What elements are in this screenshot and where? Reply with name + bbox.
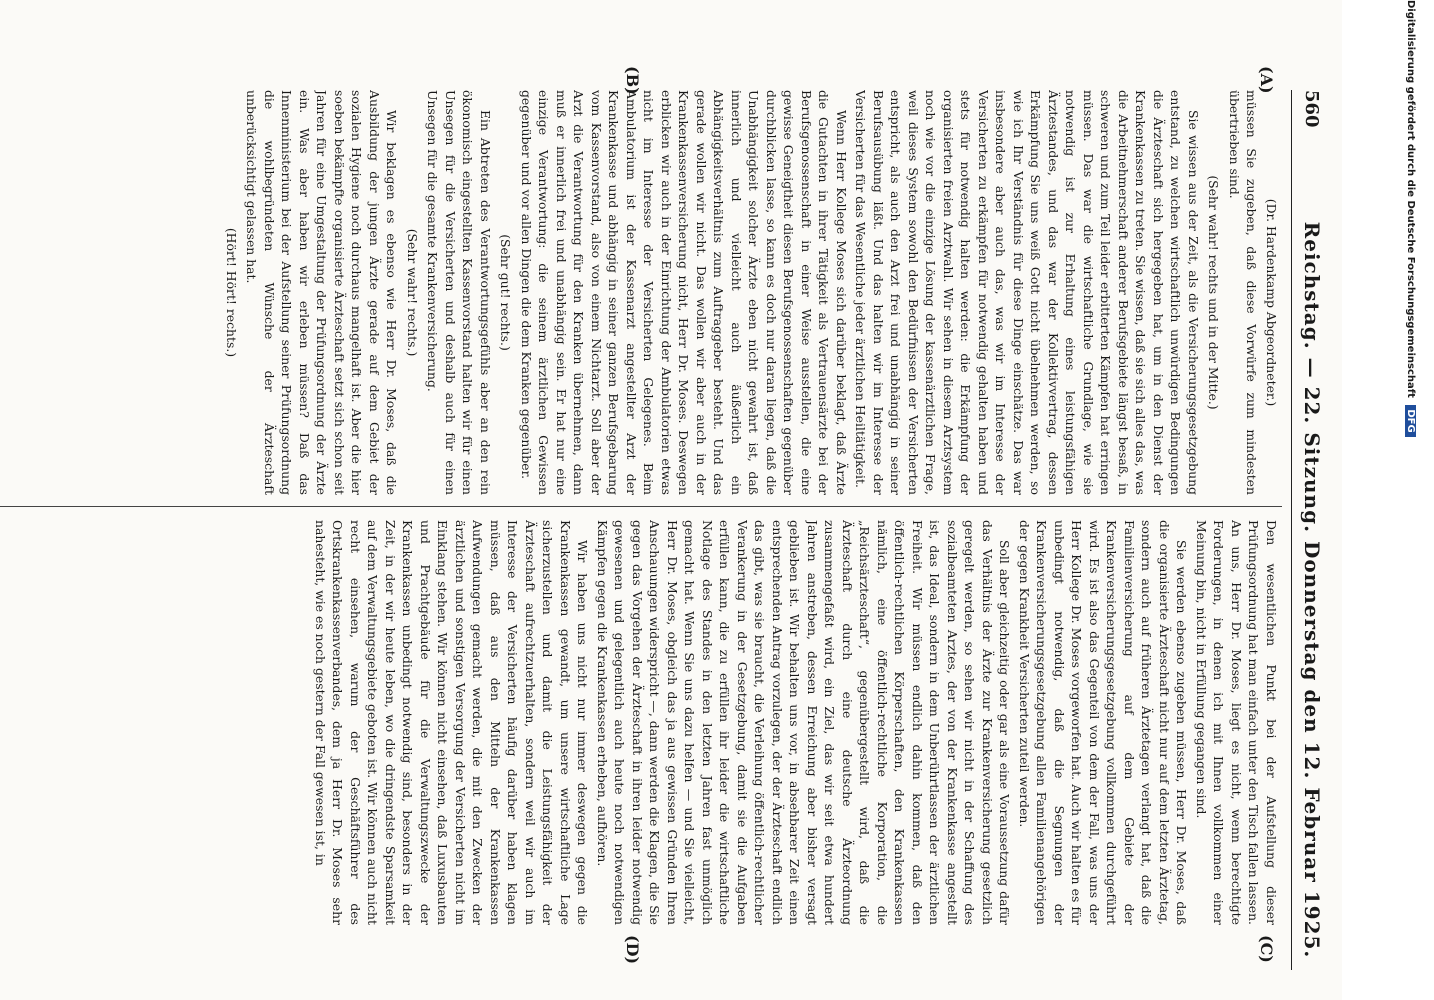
paragraph: müssen Sie zugeben, daß diese Vorwürfe zum mindesten übertrieben sind. xyxy=(1227,90,1260,495)
interjection: (Sehr wahr! rechts.) xyxy=(405,228,420,357)
left-column xyxy=(0,90,1280,495)
paragraph: Wir beklagen es ebenso wie Herr Dr. Moses, daß die Ausbildung der jungen Ärzte gerade auf dem Gebiet der sozialen Hygiene noch durchaus mangelhaft ist. Aber die hier soeben bekämpfte organisierte Ärzteschaft setzt sich schon seit Jahren für eine Umgestaltung der Prüfungsordnung der Ärzte ein. Was aber haben wir erleben müssen? Daß das Innenministerium bei der Aufstellung seiner Prüfungsordnung die wohlbegründeten Wünsche der Ärzteschaft unberücksichtigt gelassen hat. xyxy=(244,90,400,495)
margin-marker-a: (A) xyxy=(1257,66,1276,94)
paragraph: Sie werden ebenso zugeben müssen, Herr Dr. Moses, daß die organisierte Ärzteschaft nicht nur auf dem letzten Ärztetag, sondern auch auf früheren Ärztetagen verlangt hat, daß die Familienversicherung auf dem Gebiete der Krankenversicherungsgesetzgebung vollkommen durchgeführt wird. Es ist also das Gegenteil von dem der Fall, was uns der Herr Kollege Dr. Moses vorgeworfen hat. Auch wir halten es für unbedingt notwendig, daß die Segnungen der Krankenversicherungsgesetzgebung allen Familienangehörigen der gegen Krankheit Versicherten zuteil werden. xyxy=(1017,520,1190,925)
margin-marker-b: (B) xyxy=(623,66,642,95)
right-column xyxy=(0,520,1280,925)
credit-text: Digitalisierung gefördert durch die Deutsche Forschungsgemeinschaft xyxy=(1405,0,1416,398)
paragraph: Ein Abtreten des Verantwortungsgefühls aber an den rein ökonomisch eingestellten Kassenvorstand halten wir für einen Unsegen für die Versicherten und deshalb auch für einen Unsegen für die gesamte Krankenversicherung. xyxy=(425,90,493,495)
paragraph: Sie wissen aus der Zeit, als die Versicherungsgesetzgebung entstand, zu welchen wirtschaftlich unwürdigen Bedingungen die Ärzteschaft sich hergegeben hat, um in den Dienst der Krankenkassen zu treten. Sie wissen, daß sie sich alles das, was die Arbeitnehmerschaft anderer Berufsgebiete längst besaß, in schweren und zum Teil leider erbitterten Kämpfen hat erringen müssen. Das war die wirtschaftliche Grundlage, wie sie notwendig ist zur Erhaltung eines leistungsfähigen Ärztestandes, und das war der Kollektivvertrag, dessen Erkämpfung Sie uns weiß Gott nicht übelnehmen werden, so wie ich Ihr Verständnis für diese Dinge einschätze. Das war insbesondere aber auch das, was wir im Interesse der Versicherten zu erkämpfen für notwendig gehalten haben und stets für notwendig halten werden: die Erkämpfung der organisierten freien Arztwahl. Wir sehen in diesem Arztsystem noch wie vor die einzige Lösung der kassenärztlichen Frage, weil dieses System sowohl den Bedürfnissen der Versicherten entspricht, als auch den Arzt frei und unabhängig in seiner Berufsausübung läßt. Und das halten wir im Interesse der Versicherten für das Wesentliche jeder ärztlichen Heiltätigkeit. xyxy=(853,90,1201,495)
paragraph: Wenn Herr Kollege Moses sich darüber beklagt, daß Ärzte die Gutachten in ihrer Tätigkeit als Vertrauensärzte bei der Berufsgenossenschaft in einer Weise ausstellen, die eine gewisse Geneigtheit diesen Berufsgenossenschaften gegenüber durchblicken lasse, so kann es doch nur daran liegen, daß die Unabhängigkeit solcher Ärzte eben nicht gewahrt ist, daß innerlich und vielleicht auch äußerlich ein Abhängigkeitsverhältnis zum Auftraggeber besteht. Und das gerade wollen wir nicht. Das wollen wir aber auch in der Krankenkassenversicherung nicht, Herr Dr. Moses. Deswegen erblicken wir auch in der Einrichtung der Ambulatorien etwas nicht im Interesse der Versicherten Gelegenes. Beim Ambulatorium ist der Kassenarzt angestellter Arzt der Krankenkasse und abhängig in seiner ganzen Berufsgebarung vom Kassenvorstand, also von einem Nichtarzt. Soll aber der Arzt die Verantwortung für den Kranken übernehmen, dann muß er innerlich frei und unabhängig sein. Er hat nur eine einzige Verantwortung: die seinem ärztlichen Gewissen gegenüber und vor allen Dingen die dem Kranken gegenüber. xyxy=(519,90,849,495)
paragraph: Den wesentlichen Punkt bei der Aufstellung dieser Prüfungsordnung hat man einfach unter den Tisch fallen lassen. An uns, Herr Dr. Moses, liegt es nicht, wenn berechtigte Forderungen, in denen ich mit Ihnen vollkommen einer Meinung bin, nicht in Erfüllung gegangen sind. xyxy=(1194,520,1279,925)
right-column-text xyxy=(312,520,1281,925)
digitization-credit xyxy=(1405,0,1416,1000)
column-divider xyxy=(0,506,1282,507)
page-header xyxy=(1291,90,1326,970)
speaker-full: (Dr. Hardenkamp Abgeordneter.) xyxy=(1264,198,1279,407)
running-title: Reichstag. — 22. Sitzung. Donnerstag den 12. Februar 1925. xyxy=(1300,221,1324,959)
speaker-line xyxy=(1263,90,1281,495)
page-number: 560 xyxy=(1301,90,1322,128)
paragraph: Soll aber gleichzeitig oder gar als eine Voraussetzung dafür das Verhältnis der Ärzte zur Krankenversicherung gesetzlich geregelt werden, so sehen wir nicht in der Schaffung des sozialbeamteten Arztes, der von der Krankenkasse angestellt ist, das Ideal, sondern in dem Unberührtlassen der ärztlichen Freiheit. Wir müssen endlich dahin kommen, daß den öffentlich-rechtlichen Körperschaften, den Krankenkassen nämlich, eine öffentlich-rechtliche Korporation, die „Reichsärzteschaft“, gegenübergestellt wird, daß die Ärzteschaft durch eine deutsche Ärzteordnung zusammengefaßt wird, ein Ziel, das wir seit etwa hundert Jahren anstreben, dessen Erreichung aber bisher versagt geblieben ist. Wir behalten uns vor, in absehbarer Zeit einen entsprechenden Antrag vorzulegen, der der Ärzteschaft endlich das gibt, was sie braucht, die Verleihung öffentlich-rechtlicher Verankerung in der Gesetzgebung, damit sie die Aufgaben erfüllen kann, die zu erfüllen ihr leider die wirtschaftliche Notlage des Standes in den letzten Jahren fast unmöglich gemacht hat. Wenn Sie uns dazu helfen — und Sie vielleicht, Herr Dr. Moses, obgleich das ja aus gewissen Gründen Ihren Anschauungen widerspricht —, dann werden die Klagen, die Sie gegen das Vorgehen der Ärzteschaft in ihren leider notwendig gewesenen und gelegentlich auch heute noch notwendigen Kämpfen gegen die Krankenkassen erheben, aufhören. xyxy=(595,520,1013,925)
margin-marker-d: (D) xyxy=(623,935,642,965)
paragraph: Wir haben uns nicht nur immer deswegen gegen die Krankenkassen gewandt, um unsere wirtschaftliche Lage sicherzustellen und damit die Leistungsfähigkeit der Ärzteschaft aufrechtzuerhalten, sondern weil wir auch im Interesse der Versicherten häufig darüber haben klagen müssen, daß aus den Mitteln der Krankenkassen Aufwendungen gemacht werden, die mit den Zwecken der ärztlichen und sonstigen Versorgung der Versicherten nicht im Einklang stehen. Wir können nicht einsehen, daß Luxusbauten und Prachtgebäude für die Verwaltungszwecke der Krankenkassen unbedingt notwendig sind, besonders in der Zeit, in der wir heute leben, wo die dringendste Sparsamkeit auf dem Verwaltungsgebiete geboten ist. Wir können auch nicht recht einsehen, warum der Geschäftsführer des Ortskrankenkassenverbandes, dem ja Herr Dr. Moses sehr nahesteht, wie es noch gestern der Fall gewesen ist, in xyxy=(313,520,591,925)
interjection: (Sehr gut! rechts.) xyxy=(498,234,514,351)
left-column-text xyxy=(223,90,1261,495)
interjection: (Sehr wahr! rechts und in der Mitte.) xyxy=(1206,175,1222,410)
margin-marker-c: (C) xyxy=(1257,935,1276,963)
interjection: (Hört! Hört! rechts.) xyxy=(224,227,239,358)
dfg-logo: DFG xyxy=(1405,405,1416,436)
